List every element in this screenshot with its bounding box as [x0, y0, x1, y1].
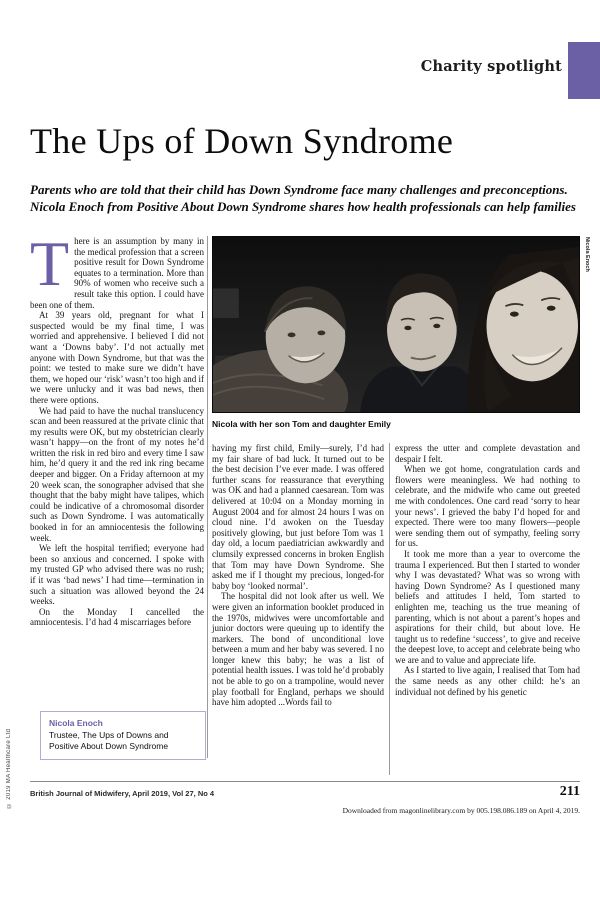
column-divider-2 — [389, 443, 390, 775]
family-photo — [212, 236, 580, 413]
drop-cap: T — [30, 228, 70, 299]
author-box — [40, 711, 206, 760]
author-name: Nicola Enoch — [49, 718, 103, 728]
paragraph: We had paid to have the nuchal translucency scan and been reassured at the private clinic that my results were OK, but my obstetrician clearly wasn’t happy—on the front of my notes he’d written the risk in red biro and every time I saw him, he’d query it and the red ink ring became deeper and bigger. On a Friday afternoon at my 20 week scan, the sonographer advised that she thought that the baby might have talipes, which could be indicative of a chromosomal disorder such as Down Syndrome. I was automatically booked in for an amniocentesis the following week. — [30, 405, 204, 543]
accent-color-block — [568, 42, 600, 99]
paragraph: express the utter and complete devastation and despair I felt. — [395, 443, 580, 464]
article-column-3 — [395, 443, 580, 697]
journal-citation: British Journal of Midwifery, April 2019, Vol 27, No 4 — [30, 789, 215, 798]
photo-caption: Nicola with her son Tom and daughter Emily — [212, 419, 391, 429]
standfirst: Parents who are told that their child has Down Syndrome face many challenges and preconceptions. Nicola Enoch from Positive About Down Syndrome shares how health professionals can help families — [30, 182, 576, 214]
photo-credit: Nicola Enoch — [584, 237, 590, 272]
footer-rule — [30, 781, 580, 782]
paragraph: On the Monday I cancelled the amniocentesis. I’d had 4 miscarriages before — [30, 606, 204, 628]
author-role: Trustee, The Ups of Downs and Positive About Down Syndrome — [49, 730, 169, 751]
section-kicker: Charity spotlight — [420, 58, 562, 75]
page-number: 211 — [559, 784, 580, 799]
paragraph-text: here is an assumption by many in the medical profession that a screen positive result for Down Syndrome equates to a termination. More than 90% of women who receive such a result take this option. I could have been one of them. — [30, 236, 204, 310]
article-column-2 — [212, 443, 384, 708]
paragraph: At 39 years old, pregnant for what I suspected would be my final time, I was worried and apprehensive. I believed I did not want a ‘Downs baby’. I’d not actually met anyone with Down Syndrome, but that was the point: we tested to make sure we didn’t have them, we hoped our ‘risk’ wasn’t too high and if we were unlucky and it was bad news, then there were options. — [30, 310, 204, 405]
column-divider-1 — [207, 236, 208, 758]
paragraph: It took me more than a year to overcome the trauma I experienced. But then I started to wonder why I was devastated? What was so wrong with having Down Syndrome? As I questioned many beliefs and attitudes I held, Tom started to enlighten me, teaching us the true meaning of parenting, which is not about a parent’s hopes and aspirations for their child, but about love. He taught us to redefine ‘success’, to give and receive the deepest love, to accept and celebrate being who we are and to value and appreciate life. — [395, 548, 580, 665]
copyright-sidebar: © 2019 MA Healthcare Ltd — [6, 728, 12, 808]
article-title: The Ups of Down Syndrome — [30, 121, 454, 161]
family-photo-illustration — [213, 237, 579, 412]
paragraph: We left the hospital terrified; everyone had been so anxious and concerned. I spoke with my trusted GP who advised there was no rush; if it was ‘bad news’ I had time—termination in such a situation was allowed beyond the 24 weeks. — [30, 543, 204, 607]
paragraph: having my first child, Emily—surely, I’d had my fair share of bad luck. It turned out to be the best decision I’ve ever made. I was offered further scans for reassurance that everything was OK and had a planned caesarean. Tom was delivered at 10:04 on a Monday morning in August 2004 and for almost 24 hours I was on cloud nine. I’d awoken on the Tuesday positively glowing, but just before Tom was 1 day old, a locum paediatrician awkwardly and clumsily expressed concerns in broken English that Tom may have Down Syndrome. She asked me if I thought my precious, longed-for baby boy ‘looked normal’. — [212, 443, 384, 591]
paragraph: As I started to live again, I realised that Tom had the same needs as any other child: he’s an individual not defined by his genetic — [395, 665, 580, 697]
article-column-1 — [30, 228, 204, 628]
paragraph: The hospital did not look after us well. We were given an information booklet produced in the 1970s, midwives were uncomfortable and junior doctors were queuing up to identify the markers. The bond of unconditional love between a mum and her baby was severed. I no longer knew this baby; he was a list of potential health issues. I was told he’d probably not be able to go on a trampoline, would never play football for England, perhaps we should have him adopted ...Words fail to — [212, 591, 384, 708]
paragraph: When we got home, congratulation cards and flowers were meaningless. We had nothing to celebrate, and the midwife who came out greeted me with condolences. One card read ‘sorry to hear your news’. I grieved the baby I’d hoped for and expected. There were too many flowers—people were sending them out of sympathy, feeling sorry for us. — [395, 464, 580, 549]
download-note: Downloaded from magonlinelibrary.com by 005.198.086.189 on April 4, 2019. — [342, 806, 580, 815]
paragraph — [30, 228, 204, 310]
